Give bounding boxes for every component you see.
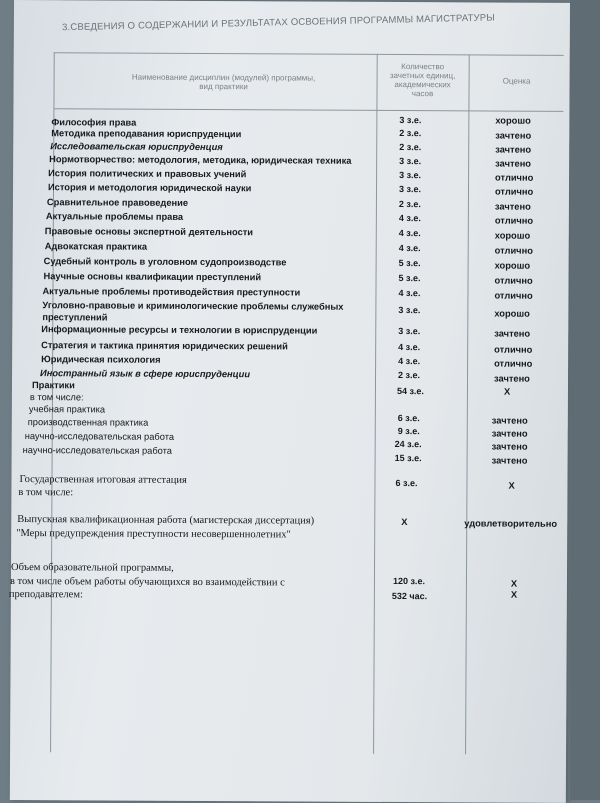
discipline-grade: отлично	[494, 358, 533, 369]
table-row	[12, 324, 568, 341]
discipline-name: Юридическая психология	[41, 354, 161, 365]
discipline-name: Сравнительное правоведение	[46, 197, 189, 208]
attestation-including: в том числе:	[18, 487, 74, 499]
practice-item-credits: 9 з.е.	[397, 426, 420, 437]
discipline-credits: 3 з.е.	[398, 305, 421, 316]
discipline-grade: отлично	[495, 172, 534, 183]
table-row	[13, 182, 569, 199]
discipline-name: Актуальные проблемы противодействия преступности	[42, 286, 301, 298]
discipline-grade: зачтено	[494, 328, 531, 339]
discipline-credits: 4 з.е.	[398, 342, 421, 353]
practice-item-credits: 15 з.е.	[394, 452, 422, 464]
thesis-topic: "Меры предупреждения преступности несовершеннолетних"	[16, 528, 291, 541]
volume-credits: 120 з.е.	[392, 575, 425, 587]
discipline-grade: отлично	[494, 275, 533, 286]
discipline-credits: 4 з.е.	[398, 243, 421, 254]
discipline-credits: 3 з.е.	[399, 170, 422, 181]
practice-item-grade: зачтено	[491, 428, 528, 439]
discipline-name: Научные основы квалификации преступлений	[43, 271, 262, 283]
discipline-credits: 2 з.е.	[399, 142, 422, 153]
table-row	[13, 226, 569, 243]
discipline-grade: хорошо	[495, 115, 531, 126]
discipline-grade: отлично	[494, 245, 533, 256]
discipline-name: Адвокатская практика	[44, 241, 148, 252]
discipline-grade: зачтено	[495, 144, 532, 155]
volume-hours: 532 час.	[391, 590, 428, 602]
discipline-grade: отлично	[494, 186, 534, 197]
thesis-credits: X	[401, 517, 408, 528]
discipline-credits: 3 з.е.	[398, 326, 421, 337]
discipline-credits: 5 з.е.	[398, 273, 421, 284]
background-edge	[570, 0, 600, 800]
discipline-name: Иностранный язык в сфере юриспруденции	[40, 368, 251, 380]
table-row	[13, 241, 569, 258]
discipline-grade: отлично	[494, 215, 534, 226]
discipline-credits: 5 з.е.	[398, 258, 421, 269]
discipline-credits: 4 з.е.	[398, 228, 421, 239]
volume-grade-1: X	[510, 578, 518, 589]
volume-line-2: в том числе объем работы обучающихся во взаимодействии с	[9, 575, 285, 589]
discipline-grade: зачтено	[495, 130, 532, 141]
discipline-name: Нормотворчество: методология, методика, юридическая техника	[49, 154, 352, 166]
header-grade-column: Оценка	[502, 76, 531, 86]
discipline-grade: хорошо	[494, 230, 531, 241]
attestation-grade: X	[508, 480, 515, 491]
practice-item-credits: 6 з.е.	[397, 413, 420, 424]
practice-credits: 54 з.е.	[396, 386, 424, 397]
discipline-name: История и методология юридической науки	[47, 182, 252, 194]
header-credits-column: Количество зачетных единиц, академических часов	[389, 62, 456, 99]
header-bottom-border	[53, 108, 563, 112]
practice-item-grade: зачтено	[491, 415, 528, 426]
volume-block	[8, 561, 567, 609]
volume-line-3: преподавателем:	[8, 588, 83, 601]
discipline-name: Информационные ресурсы и технологии в юриспруденции	[41, 324, 318, 336]
discipline-name: Стратегия и тактика принятия юридических решений	[41, 340, 288, 352]
discipline-credits: 4 з.е.	[398, 288, 421, 299]
discipline-credits: 3 з.е.	[398, 184, 422, 195]
table-row	[13, 211, 569, 228]
discipline-name: Методика преподавания юриспруденции	[51, 128, 242, 140]
discipline-name: История политических и правовых учений	[48, 168, 247, 180]
document-sheet	[10, 0, 570, 803]
discipline-credits: 4 з.е.	[398, 213, 421, 224]
discipline-grade: хорошо	[494, 308, 530, 319]
practice-item-name: научно-исследовательская работа	[24, 431, 175, 442]
table-top-border	[54, 52, 564, 56]
discipline-grade: отлично	[494, 344, 533, 355]
practice-title: Практики	[31, 380, 75, 391]
discipline-name: Философия права	[51, 117, 137, 128]
discipline-credits: 2 з.е.	[399, 128, 422, 139]
header-name-column: Наименование дисциплин (модулей) программы, вид практики	[131, 72, 316, 92]
discipline-credits: 2 з.е.	[398, 199, 421, 210]
practice-item-grade: зачтено	[491, 441, 528, 452]
discipline-grade: отлично	[494, 290, 533, 301]
practice-item	[12, 451, 568, 468]
section-title: 3.СВЕДЕНИЯ О СОДЕРЖАНИИ И РЕЗУЛЬТАТАХ ОСВОЕНИЯ ПРОГРАММЫ МАГИСТРАТУРЫ	[61, 12, 496, 34]
thesis-block	[11, 514, 567, 547]
volume-grade-2: X	[510, 589, 518, 600]
practice-item-credits: 24 з.е.	[394, 438, 422, 450]
volume-line-1: Объем образовательной программы,	[10, 561, 174, 574]
practice-grade: X	[503, 386, 511, 397]
practice-item-name: учебная практика	[28, 404, 106, 415]
practice-item-name: производственная практика	[27, 417, 149, 428]
attestation-block	[11, 474, 567, 507]
discipline-grade: зачтено	[494, 201, 531, 212]
discipline-credits: 3 з.е.	[399, 156, 422, 167]
practice-item-grade: зачтено	[491, 455, 528, 466]
discipline-name: Судебный контроль в уголовном судопроизводстве	[43, 256, 287, 268]
discipline-name: Правовые основы экспертной деятельности	[44, 226, 254, 238]
discipline-name: Уголовно-правовые и криминологические проблемы служебных	[42, 300, 344, 312]
discipline-credits: 2 з.е.	[398, 370, 421, 381]
thesis-grade: удовлетворительно	[464, 518, 558, 529]
discipline-grade: зачтено	[493, 373, 530, 384]
practice-item-name: научно-исследовательская работа	[22, 445, 172, 456]
table-row	[13, 271, 569, 288]
attestation-title: Государственная итоговая аттестация	[19, 474, 187, 486]
discipline-credits: 3 з.е.	[399, 115, 422, 126]
discipline-grade: хорошо	[494, 260, 531, 271]
table-row	[13, 256, 569, 273]
discipline-grade: зачтено	[495, 158, 532, 169]
discipline-credits: 4 з.е.	[398, 356, 421, 367]
discipline-name: Исследовательская юриспруденция	[50, 141, 223, 153]
discipline-name: Актуальные проблемы права	[45, 211, 184, 222]
thesis-title: Выпускная квалификационная работа (магистерская диссертация)	[17, 514, 315, 527]
discipline-name-continued: преступлений	[42, 312, 108, 323]
attestation-credits: 6 з.е.	[395, 478, 418, 489]
practice-including: в том числе:	[29, 392, 84, 403]
